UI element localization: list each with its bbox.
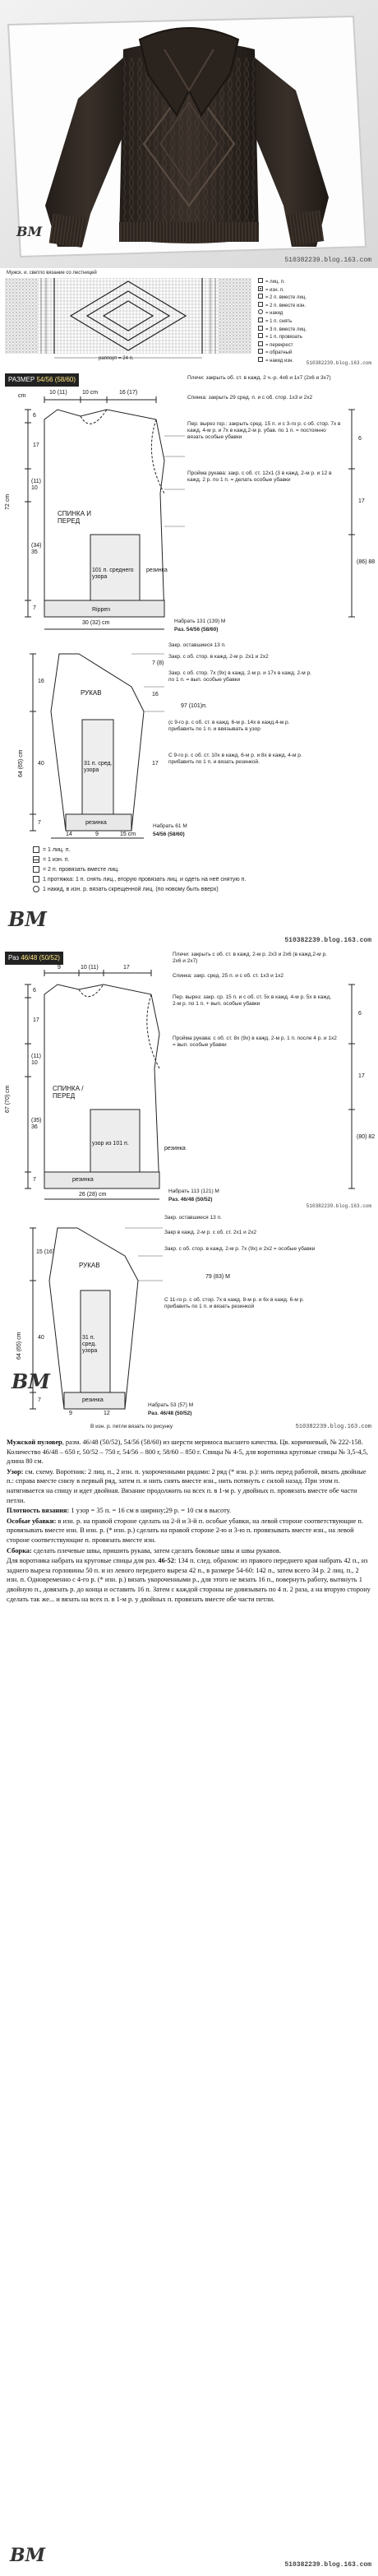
right-height-1: 6 xyxy=(358,436,362,442)
sleeve-caption: В изн. р. петли вязать по рисунку xyxy=(90,1424,173,1429)
right-height-2: 17 xyxy=(358,1073,365,1079)
front-neck-note: Пер. вырез гор.: закрыть сред. 15 п. и с 3-го р. с об. стор. 7x в кажд. 4-м р. и 7x в кажд.2-м р. убав. по 1 п. = постоянно вязать особые убавки xyxy=(187,421,341,440)
sleeve-right-height-3: 17 xyxy=(152,761,159,767)
sleeve-width-mid: 79 (83) M xyxy=(205,1274,230,1280)
sleeve-note-c: С 11-го р. с об. стор. 7x в кажд. 8-м р. и 6x в кажд. 6-м р. прибавить по 1 п. и вязать резинкой xyxy=(164,1297,305,1309)
left-height-1: 6 xyxy=(33,413,36,419)
legend-list xyxy=(33,846,329,893)
left-height-2: 17 xyxy=(33,442,39,448)
sleeve-size-tag: 54/56 (58/60) xyxy=(153,832,185,837)
bm-signature: BM xyxy=(16,224,43,239)
legend-item: = накид xyxy=(258,309,373,317)
stitch-grid xyxy=(5,278,251,362)
sleeve-height-2: 40 xyxy=(38,1335,44,1341)
instructions-body xyxy=(7,1438,371,1605)
legend-row: 1 протяжка: 1 п. снять лиц., вторую провязать лиц. и одеть на неё снятую п. xyxy=(33,876,279,883)
sleeve-total-height: 64 (65) cm xyxy=(16,1332,22,1360)
shoulder-note: Плечи: закрыть с об. ст. в кажд. 2-м р. 2x3 и 2x6 (в кажд.2-м р. 2x6 и 2x7) xyxy=(173,952,327,964)
left-height-4: (35) 36 xyxy=(31,1118,42,1130)
sleeve-label: РУКАВ xyxy=(79,1262,100,1269)
cm-label: cm xyxy=(18,393,26,399)
sleeve-schematic-54 xyxy=(0,637,378,843)
size-tag: Раз. 54/56 (58/60) xyxy=(174,627,219,632)
photo-watermark: 510382239.blog.163.com xyxy=(284,257,371,264)
cast-off-top: Закр. оставшиеся 13 п. xyxy=(164,1215,222,1221)
sleeve-right-height-1: 7 (8) xyxy=(152,660,164,666)
sleeve-total-height: 64 (65) cm xyxy=(18,749,24,777)
rib-label: резинка xyxy=(164,1146,186,1151)
sleeve-cast-on: Набрать 61 M xyxy=(153,823,187,829)
legend-item: = 2 п. вместе изн. xyxy=(258,302,373,310)
legend-item: = 2 п. вместе лиц. xyxy=(258,294,373,302)
left-height-5: 7 xyxy=(33,1177,36,1183)
panel-label: СПИНКА И ПЕРЕД xyxy=(58,510,92,525)
collar-paragraph: Для воротника набрать на круговые спицы для раз. 46-52: 134 п. след. образом: из правого переднего края набрать 42 п., из заднего выреза горловины 50 п. и из левого переднего выреза 42 п., в размере 54-60: 142 п., затем всего 34 р. 2 лиц. п., 2 изн. п. Одновременно с 4-го р. (* изн. р.) вязать укороченными р., для этого не вязать 16 п., повернуть работу, вытянуть 1 двойную п., довязать р. до конца и оставить 16 п. Затем с каждой стороны не довязывать по 4 п. 2 раза, а на вторую сторону сделать так же... и вязать на всех п. в 1-м р. у двойных п. провязать вместе обе части петли. xyxy=(7,1557,371,1603)
sleeve-width-2: 9 xyxy=(95,832,99,837)
pattern-paragraph: Узор: см. схему. Воротник: 2 лиц. п., 2 изн. п. укороченными рядами: 2 ряд (* изн. р.): нить перед работой, вязать двойные п.: справа вместе снизу в первый ряд, затем п. и нить снять вместе изн., нить потянуть с силой назад. При этом п. натягивается на спицу и идет двойная. Вязание продолжить на всех п. в 1-м р. у двойных п. провязать вместе обе части петли. xyxy=(7,1467,366,1504)
cast-off-top: Закр. оставшиеся 13 п. xyxy=(168,642,226,648)
sleeve-height-1: 16 xyxy=(38,679,44,684)
bm-signature: BM xyxy=(12,1369,50,1393)
top-width-1: 10 (11) xyxy=(49,390,67,396)
bm-signature: BM xyxy=(8,907,47,931)
sleeve-outline xyxy=(0,637,378,843)
sleeve-width-1: 14 xyxy=(66,832,72,837)
sleeve-center-label: 31 п. сред. узора xyxy=(84,761,113,773)
watermark: 510382239.blog.163.com xyxy=(306,1203,371,1209)
back-neck-note: Спинка: закр. сред. 25 п. и с об. ст. 1x3 и 1x2 xyxy=(173,973,284,979)
sleeve-right-height-2: 16 xyxy=(152,692,159,697)
cast-on-note: Набрать 113 (121) M xyxy=(168,1188,219,1194)
right-height-2: 17 xyxy=(358,498,365,504)
cast-on-note: Набрать 131 (139) M xyxy=(174,619,226,624)
legend-watermark: 510382239.blog.163.com xyxy=(284,937,371,944)
sleeve-note-b: Закр. с об. стор. в кажд. 2-м р. 7x (9x) и 2x2 = особые убавки xyxy=(164,1246,316,1252)
legend-item: = перекрест xyxy=(258,341,373,350)
top-width-2: 10 (11) xyxy=(81,965,99,971)
sleeve-height-1: 15 (16) xyxy=(36,1249,55,1255)
sleeve-note-c: (с 9-го р. с об. ст. в кажд. 6-м р. 14x в кажд.4-м р. прибавить по 1 п. и ввязывать в узор xyxy=(168,720,290,732)
legend-item: = 3 п. вместе лиц. xyxy=(258,326,373,334)
left-height-3: (11) 10 xyxy=(31,479,41,491)
body-outline xyxy=(0,948,378,1212)
sleeve-band-label: резинка xyxy=(82,1397,104,1403)
rib-label: Rippen xyxy=(92,607,111,613)
body-schematic-46 xyxy=(0,948,378,1212)
sleeve-width-3: 15 cm xyxy=(120,832,136,837)
legend-item: = накид изн. xyxy=(258,357,373,365)
size-header: РАЗМЕР 54/56 (58/60) xyxy=(5,373,79,387)
center-pattern-label: узор из 101 п. xyxy=(92,1141,129,1147)
band-label: резинка xyxy=(72,1177,94,1183)
left-height-3: (11) 10 xyxy=(31,1054,41,1066)
armhole-note: Пройма рукава: закр. с об. ст. 12x1 (3 в кажд. 2-м р. и 12 в кажд. 2 р. по 1 п. = делать особые убавки xyxy=(187,470,332,483)
instructions-text xyxy=(0,1434,378,2576)
legend-row: = 1 изн. п. xyxy=(33,856,329,864)
chart-watermark: 510382239.blog.163.com xyxy=(306,360,371,366)
intro-paragraph: Мужской пуловер, разм. 46/48 (50/52), 54/56 (58/60) из шерсти мериноса высшего качества. Цв. коричневый, № 222-158. Количество 46/48 – 650 г, 50/52 – 750 г, 54/56 – 800 г, 58/60 – 850 г. Спицы № 4-5, для воротника круговые спицы № 3,5-4,5, длина 80 см. xyxy=(7,1439,368,1466)
top-width-1: 9 xyxy=(58,965,61,971)
bottom-width: 26 (28) cm xyxy=(79,1192,107,1198)
legend-item: = изн. п. xyxy=(258,286,373,294)
chart-legend xyxy=(258,278,373,365)
rapport-label: раппорт = 24 п. xyxy=(99,356,134,361)
sleeve-width-2: 12 xyxy=(104,1411,110,1416)
sleeve-schematic-46 xyxy=(0,1212,378,1434)
left-height-4: (34) 35 xyxy=(31,543,42,555)
shoulder-note: Плечи: закрыть об. ст. в кажд. 2 ч.-р. 4x6 и 1x7 (2x6 и 3x7) xyxy=(187,375,331,381)
text-watermark: 510382239.blog.163.com xyxy=(284,2561,371,2569)
sleeve-height-3: 7 xyxy=(38,1397,41,1403)
sleeve-note-a: Закр. с об. стор. в кажд. 2-м р. 2x1 и 2x2 xyxy=(168,654,269,660)
band-label: резинка xyxy=(146,568,168,573)
body-schematic-54 xyxy=(0,370,378,637)
bm-signature: BM xyxy=(10,2545,45,2566)
sleeve-cast-on: Набрать 53 (57) M xyxy=(148,1402,194,1408)
sleeve-width-mid: 97 (101)п. xyxy=(181,703,207,709)
sleeve-width-1: 9 xyxy=(69,1411,72,1416)
density-paragraph: Плотность вязания: 1 узор = 35 п. = 16 см в ширину;29 р. = 10 см в высоту. xyxy=(7,1507,232,1515)
legend-row: = 2 п. провязать вместе лиц. xyxy=(33,866,329,873)
assembly-paragraph: Сборка: сделать плечевые швы, пришить рукава, затем сделать боковые швы и швы рукавов. xyxy=(7,1546,281,1554)
left-height-1: 6 xyxy=(33,988,36,994)
sleeve-outline xyxy=(0,1212,378,1434)
sweater-photo xyxy=(0,0,378,268)
armhole-note: Пройма рукава: с об. ст. 8x (9x) в кажд. 2-м р. 1 п. после 4 р. и 1x2 = вып. особые убавки xyxy=(173,1035,337,1048)
top-width-3: 16 (17) xyxy=(119,390,138,396)
legend-item: = 1 п. снять xyxy=(258,317,373,326)
sleeve-note-b: Закр. с об. стор. 7x (9x) в кажд. 2-м р. и 17x в кажд. 2-м р. по 1 п. = вып. особые убавки xyxy=(168,670,311,683)
legend-item: = обратный xyxy=(258,349,373,357)
sleeve-height-3: 7 xyxy=(38,820,41,826)
sleeve-center-label: 31 п. сред. узора xyxy=(82,1335,98,1354)
top-width-3: 17 xyxy=(123,965,130,971)
total-height: 72 cm xyxy=(5,493,11,510)
left-height-2: 17 xyxy=(33,1017,39,1023)
right-height-1: 6 xyxy=(358,1011,362,1017)
size-tag: Раз. 46/48 (50/52) xyxy=(168,1197,213,1202)
front-neck-note: Пер. вырез: закр. ср. 15 п. и с об. ст. 5x в кажд. 4-м р. 5x в кажд. 2-м р. по 1 п. + вып. особые убавки xyxy=(173,994,332,1007)
bottom-width: 30 (32) cm xyxy=(82,620,110,626)
back-neck-note: Спинка: закрыть 29 сред. п. и с об. стор. 1x3 и 2x2 xyxy=(187,395,313,401)
legend-row: 1 накид, в изн. р. вязать скрещенной лиц. (по новому быть вверх) xyxy=(33,886,279,893)
sleeve-size-tag: Раз. 46/48 (50/52) xyxy=(148,1411,192,1416)
sweater-illustration xyxy=(0,0,378,268)
legend-row: = 1 лиц. п. xyxy=(33,846,329,854)
symbol-legend xyxy=(0,843,378,948)
knitting-chart-strip xyxy=(0,268,378,370)
sleeve-note-a: Закр в кажд. 2-м р. с об. ст. 2x1 и 2x2 xyxy=(164,1230,257,1235)
sleeve-watermark: 510382239.blog.163.com xyxy=(295,1424,371,1430)
right-height-3: (80) 82 xyxy=(357,1134,376,1140)
center-pattern-label: 101 п. среднего узора xyxy=(92,568,134,580)
legend-item: = 1 п. провязать xyxy=(258,333,373,341)
sleeve-note-d: С 9-го р. с об. ст. 10x в кажд. 6-м р. и 8x в кажд. 4-м р. прибавить по 1 п. и вязать резинкой. xyxy=(168,753,302,765)
sleeve-height-2: 40 xyxy=(38,761,44,767)
total-height: 67 (70) cm xyxy=(5,1085,11,1113)
size-header: Раз 46/48 (50/52) xyxy=(5,952,63,965)
top-width-2: 10 cm xyxy=(82,390,99,396)
sleeve-band-label: резинка xyxy=(85,820,107,826)
chart-caption: Мужск. и. светло вязание со лестницей xyxy=(7,271,97,276)
sleeve-label: РУКАВ xyxy=(81,689,102,697)
body-outline xyxy=(0,370,378,637)
left-height-5: 7 xyxy=(33,605,36,611)
legend-item: = лиц. п. xyxy=(258,278,373,286)
special-decrease-paragraph: Особые убавки: в изн. р. на правой стороне сделать на 2-й и 3-й п. особые убавки, на левой стороне соответствующие п. провязывать вместе изн. В изн. р. (* изн. р.) сделать на правой стороне 2-ю и 3-ю п. провязывать вместе изн., на левой стороне соответствующие п. провязать вместе изн. xyxy=(7,1517,363,1544)
panel-label: СПИНКА / ПЕРЕД xyxy=(53,1085,84,1100)
right-height-3: (86) 88 xyxy=(357,559,376,565)
